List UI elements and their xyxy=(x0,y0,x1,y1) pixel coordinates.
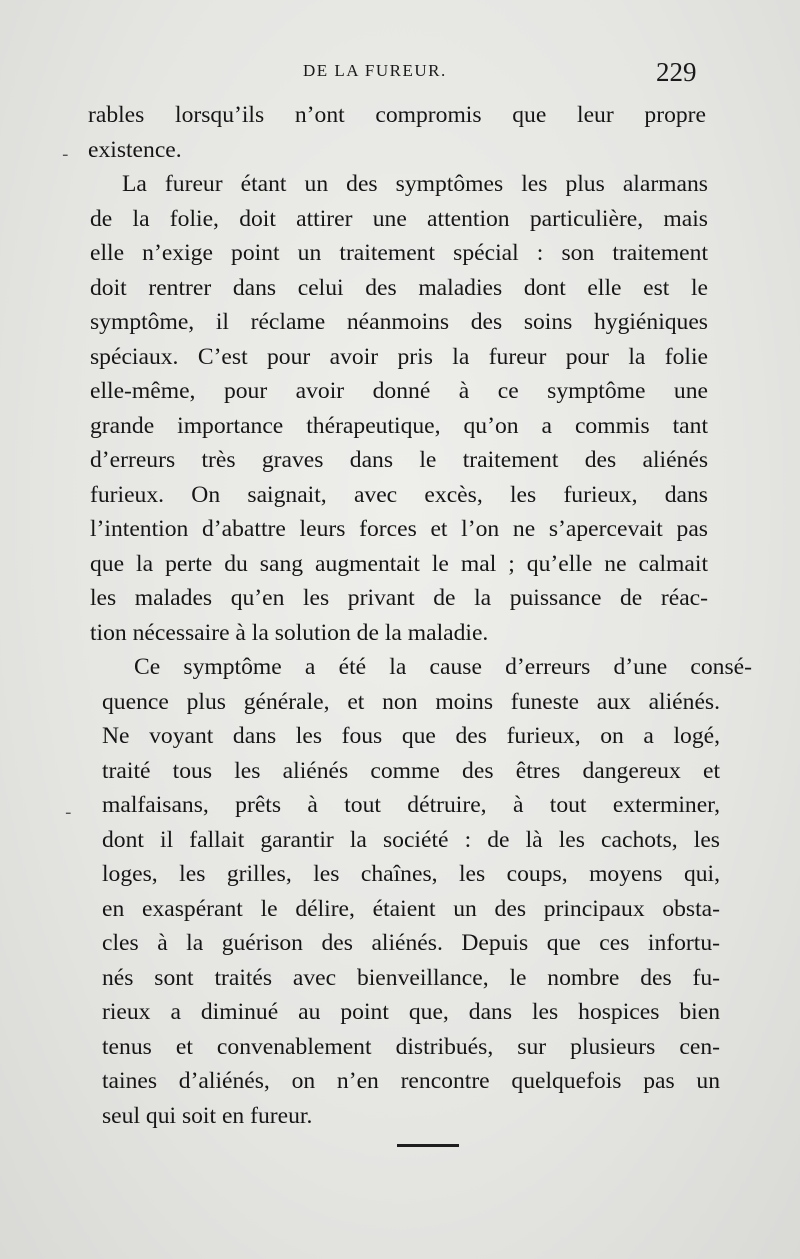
text-line: tenus et convenablement distribués, sur plusieurs cen- xyxy=(102,1033,720,1060)
text-line: que la perte du sang augmentait le mal ; qu’elle ne calmait xyxy=(90,550,708,577)
paragraph xyxy=(88,98,706,167)
end-rule xyxy=(397,1144,459,1147)
text-line: elle-même, pour avoir donné à ce symptôme une xyxy=(90,378,708,404)
text-line: Ne voyant dans les fous que des furieux, on a logé, xyxy=(102,723,720,749)
running-head xyxy=(0,57,800,91)
text-line: nés sont traités avec bienveillance, le nombre des fu- xyxy=(102,964,720,991)
text-line: en exaspérant le délire, étaient un des principaux obsta- xyxy=(102,895,720,922)
text-line: rables lorsqu’ils n’ont compromis que leur propre xyxy=(88,102,706,128)
text-line: loges, les grilles, les chaînes, les coups, moyens qui, xyxy=(102,861,720,887)
text-line: tion nécessaire à la solution de la maladie. xyxy=(90,619,489,646)
text-line: taines d’aliénés, on n’en rencontre quelquefois pas un xyxy=(102,1068,720,1094)
text-line: les malades qu’en les privant de la puissance de réac- xyxy=(90,585,708,611)
text-line: doit rentrer dans celui des maladies dont elle est le xyxy=(90,274,708,301)
text-line: existence. xyxy=(88,136,182,163)
text-line: seul qui soit en fureur. xyxy=(102,1102,313,1129)
margin-mark: - xyxy=(65,802,72,823)
text-line: furieux. On saignait, avec excès, les furieux, dans xyxy=(90,481,708,508)
paragraph xyxy=(102,650,752,1133)
text-line: spéciaux. C’est pour avoir pris la fureur pour la folie xyxy=(90,343,708,370)
text-line: rieux a diminué au point que, dans les hospices bien xyxy=(102,999,720,1025)
text-line: grande importance thérapeutique, qu’on a commis tant xyxy=(90,412,708,439)
text-line: symptôme, il réclame néanmoins des soins hygiéniques xyxy=(90,309,708,335)
text-line: quence plus générale, et non moins funeste aux aliénés. xyxy=(102,688,720,715)
text-line: La fureur étant un des symptômes les plus alarmans xyxy=(122,171,708,197)
text-line: d’erreurs très graves dans le traitement des aliénés xyxy=(90,447,708,473)
text-line: elle n’exige point un traitement spécial : son traitement xyxy=(90,240,708,266)
body-text xyxy=(88,98,752,1133)
margin-mark: - xyxy=(62,144,69,165)
paragraph xyxy=(88,167,706,650)
text-line: malfaisans, prêts à tout détruire, à tout exterminer, xyxy=(102,792,720,818)
text-line: cles à la guérison des aliénés. Depuis que ces infortu- xyxy=(102,930,720,956)
text-line: traité tous les aliénés comme des êtres dangereux et xyxy=(102,757,720,784)
page-number: 229 xyxy=(656,57,697,87)
text-line: de la folie, doit attirer une attention particulière, mais xyxy=(90,205,708,232)
text-line: Ce symptôme a été la cause d’erreurs d’une consé- xyxy=(134,654,752,680)
chapter-title: DE LA FUREUR. xyxy=(303,61,447,80)
text-line: l’intention d’abattre leurs forces et l’on ne s’apercevait pas xyxy=(90,516,708,542)
text-line: dont il fallait garantir la société : de là les cachots, les xyxy=(102,826,720,853)
